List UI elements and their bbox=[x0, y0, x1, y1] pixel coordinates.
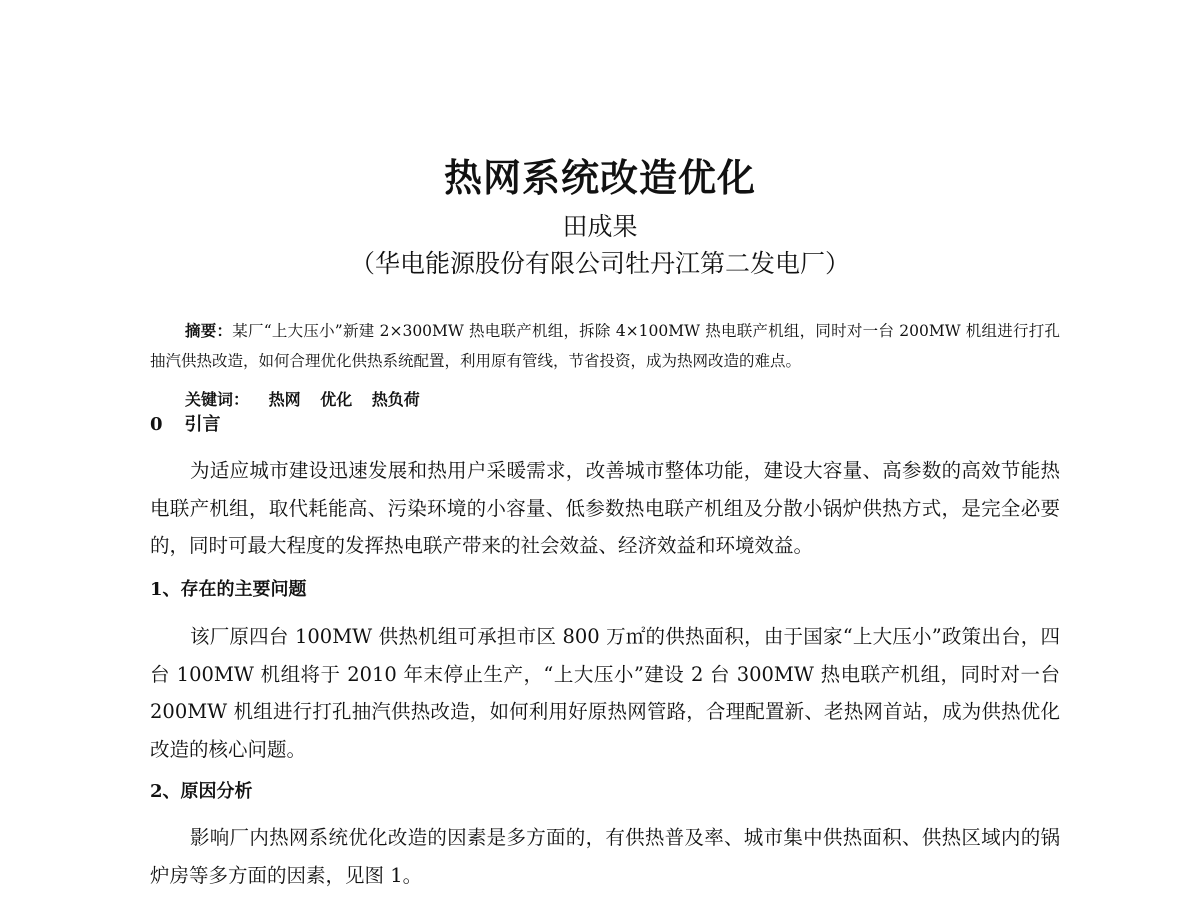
keyword-item: 优化 bbox=[320, 390, 353, 409]
section-number: 0 bbox=[150, 414, 163, 435]
keywords bbox=[185, 386, 1065, 414]
paper-author: 田成果 bbox=[562, 212, 638, 241]
section-heading-introduction bbox=[150, 411, 221, 439]
section-heading-main-problems: 1、存在的主要问题 bbox=[150, 579, 307, 600]
section-paragraph-introduction: 为适应城市建设迅速发展和热用户采暖需求，改善城市整体功能，建设大容量、高参数的高效节能热电联产机组，取代耗能高、污染环境的小容量、低参数热电联产机组及分散小锅炉供热方式，是完全必要的，同时可最大程度的发挥热电联产带来的社会效益、经济效益和环境效益。 bbox=[150, 459, 1060, 557]
abstract bbox=[150, 316, 1060, 376]
section-heading-cause-analysis: 2、原因分析 bbox=[150, 781, 253, 802]
abstract-label: 摘要： bbox=[185, 321, 233, 340]
section-paragraph-main-problems: 该厂原四台 100MW 供热机组可承担市区 800 万㎡的供热面积，由于国家“上大压小”政策出台，四台 100MW 机组将于 2010 年末停止生产，“上大压小”建设 2 台 300MW 热电联产机组，同时对一台 200MW 机组进行打孔抽汽供热改造，如何利用好原热网管路，合理配置新、老热网首站，成为供热优化改造的核心问题。 bbox=[150, 625, 1060, 761]
section-title: 引言 bbox=[184, 414, 221, 435]
paper-title: 热网系统改造优化 bbox=[443, 156, 756, 200]
keyword-item: 热网 bbox=[268, 390, 301, 409]
keyword-item: 热负荷 bbox=[371, 390, 420, 409]
paper-affiliation: （华电能源股份有限公司牡丹江第二发电厂） bbox=[349, 249, 850, 278]
abstract-text: 某厂“上大压小”新建 2×300MW 热电联产机组，拆除 4×100MW 热电联产机组，同时对一台 200MW 机组进行打孔抽汽供热改造，如何合理优化供热系统配置，利用原有管线，节省投资，成为热网改造的难点。 bbox=[150, 322, 1060, 370]
keywords-label: 关键词： bbox=[185, 390, 250, 409]
section-paragraph-cause-analysis: 影响厂内热网系统优化改造的因素是多方面的，有供热普及率、城市集中供热面积、供热区域内的锅炉房等多方面的因素，见图 1。 bbox=[150, 826, 1060, 887]
